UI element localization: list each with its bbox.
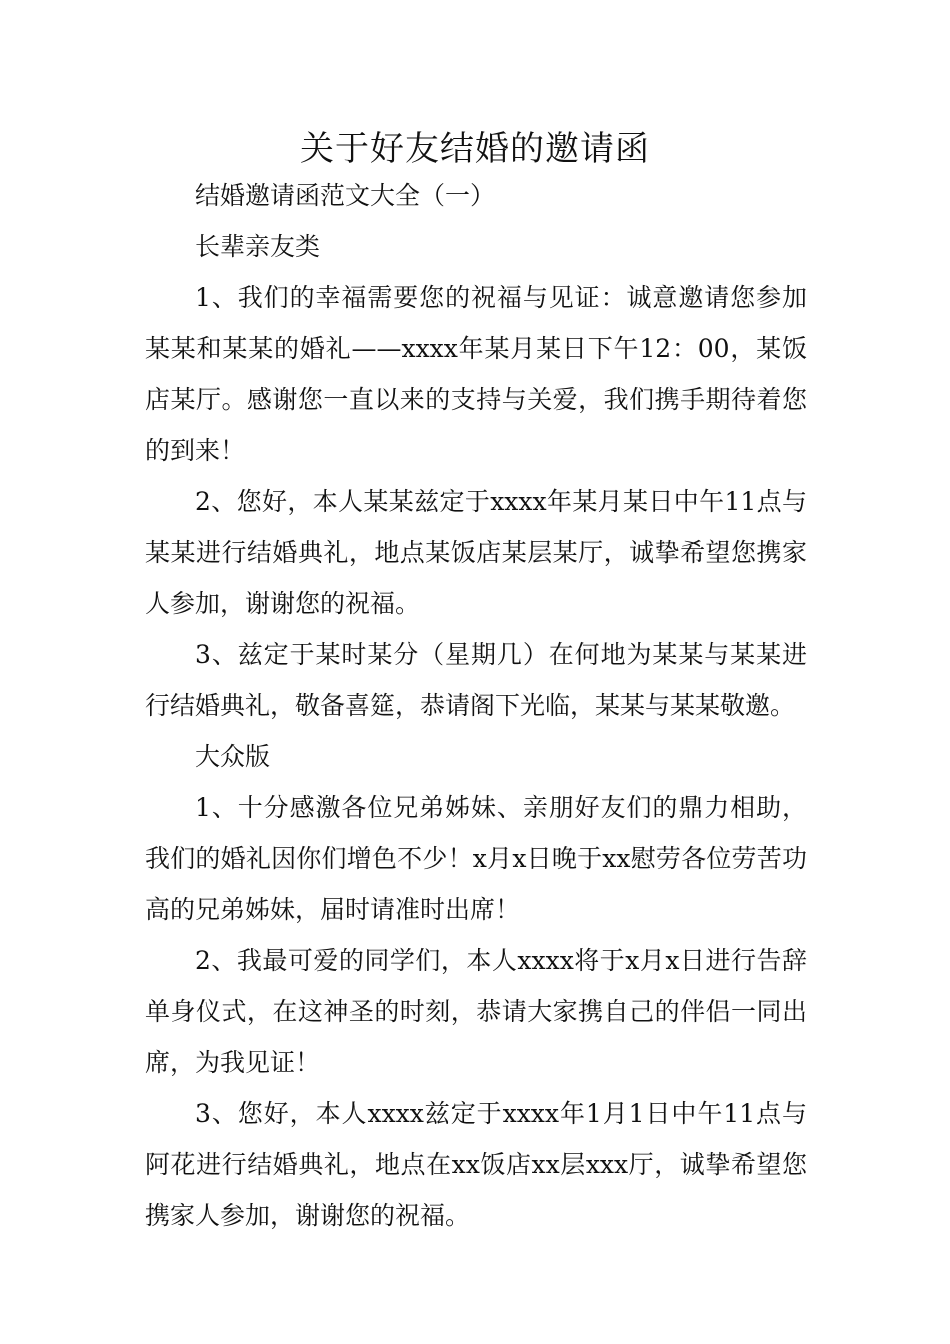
paragraph-public-2: 2、我最可爱的同学们，本人xxxx将于x月x日进行告辞单身仪式，在这神圣的时刻，恭请大家携自己的伴侣一同出席，为我见证！ bbox=[145, 946, 807, 1077]
paragraph-public-3: 3、您好，本人xxxx兹定于xxxx年1月1日中午11点与阿花进行结婚典礼，地点在xx饭店xx层xxx厅，诚挚希望您携家人参加，谢谢您的祝福。 bbox=[145, 1099, 807, 1230]
paragraph-elders-2: 2、您好，本人某某兹定于xxxx年某月某日中午11点与某某进行结婚典礼，地点某饭店某层某厅，诚挚希望您携家人参加，谢谢您的祝福。 bbox=[145, 487, 807, 618]
paragraph-elders-1: 1、我们的幸福需要您的祝福与见证：诚意邀请您参加某某和某某的婚礼——xxxx年某月某日下午12：00，某饭店某厅。感谢您一直以来的支持与关爱，我们携手期待着您的到来！ bbox=[145, 283, 807, 465]
document-body bbox=[145, 170, 807, 1241]
paragraph-public-1: 1、十分感激各位兄弟姊妹、亲朋好友们的鼎力相助，我们的婚礼因你们增色不少！x月x日晚于xx慰劳各位劳苦功高的兄弟姊妹，届时请准时出席！ bbox=[145, 793, 807, 924]
category-heading-elders: 长辈亲友类 bbox=[195, 232, 321, 261]
section-heading: 结婚邀请函范文大全（一） bbox=[195, 181, 496, 210]
document-title: 关于好友结婚的邀请函 bbox=[300, 129, 650, 169]
paragraph-elders-3: 3、兹定于某时某分（星期几）在何地为某某与某某进行结婚典礼，敬备喜筵，恭请阁下光临，某某与某某敬邀。 bbox=[145, 640, 807, 720]
category-heading-public: 大众版 bbox=[195, 742, 271, 771]
